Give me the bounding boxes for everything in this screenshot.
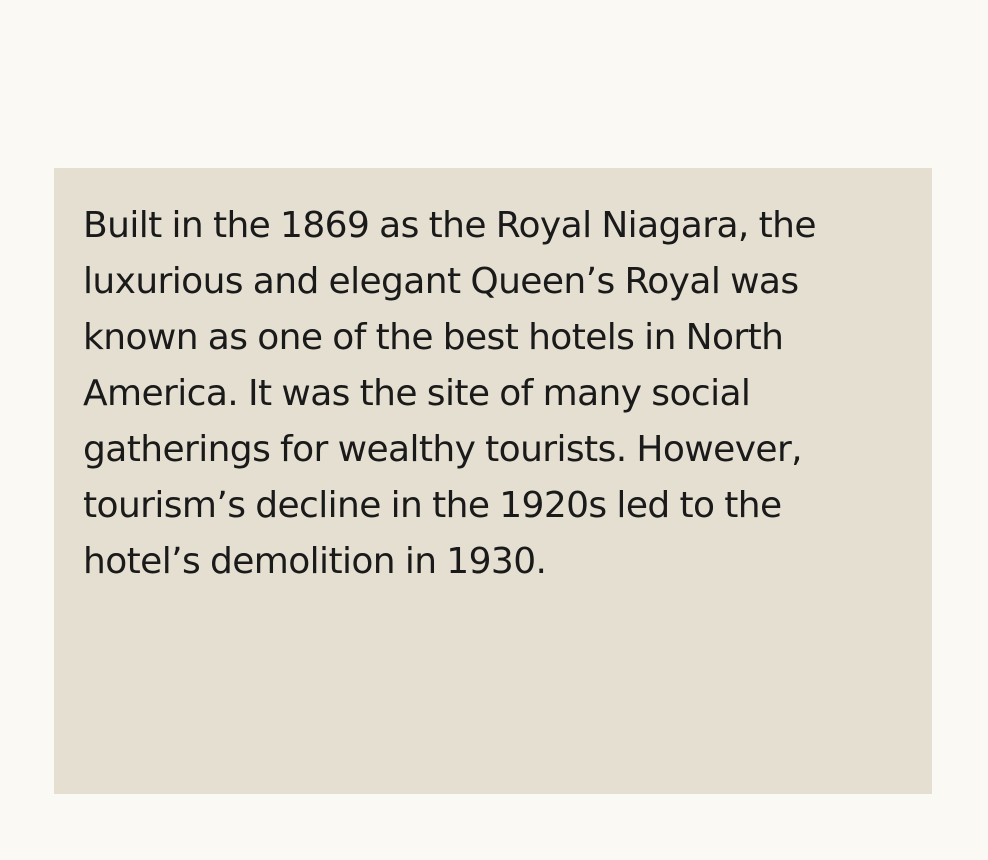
info-panel bbox=[54, 168, 932, 794]
panel-paragraph: Built in the 1869 as the Royal Niagara, the luxurious and elegant Queen’s Royal was known as one of the best hotels in North America. It was the site of many social gatherings for wealthy tourists. However, tourism’s decline in the 1920s led to the hotel’s demolition in 1930. bbox=[83, 205, 816, 582]
